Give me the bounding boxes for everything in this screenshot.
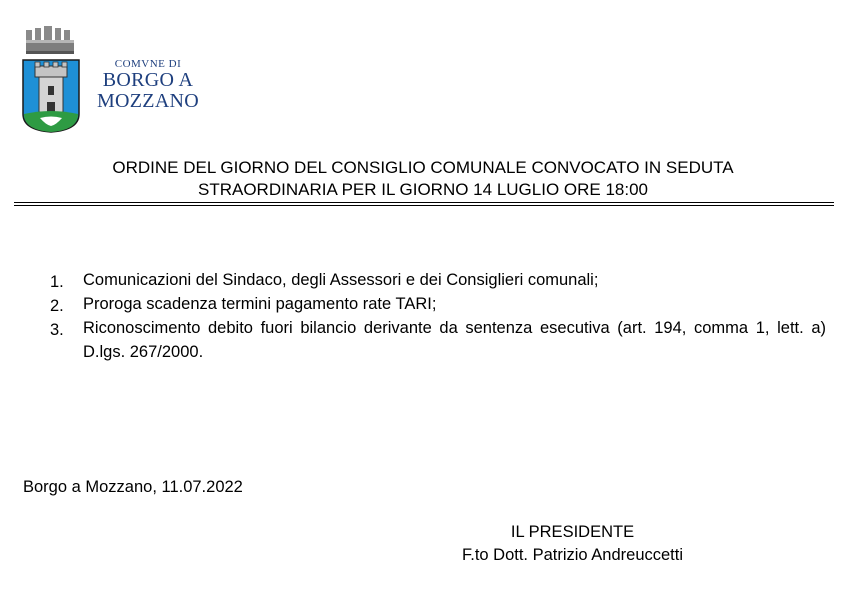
title-divider-top [14, 202, 834, 203]
agenda-item [50, 268, 826, 292]
title-line-1: ORDINE DEL GIORNO DEL CONSIGLIO COMUNALE CONVOCATO IN SEDUTA [112, 158, 734, 177]
title-divider-bottom [14, 205, 834, 206]
agenda-item-number: 3. [50, 321, 64, 339]
signature-name: F.to Dott. Patrizio Andreuccetti [461, 546, 684, 564]
document-title [20, 157, 826, 201]
logo-line-mozzano: MOZZANO [96, 90, 200, 112]
agenda-list [50, 268, 826, 364]
place-and-date: Borgo a Mozzano, 11.07.2022 [23, 478, 243, 496]
signature-block [400, 521, 745, 567]
agenda-item-number: 2. [50, 297, 64, 315]
title-line-2: STRAORDINARIA PER IL GIORNO 14 LUGLIO ORE 18:00 [197, 180, 648, 199]
coat-of-arms-icon [20, 26, 82, 134]
agenda-item [50, 292, 826, 316]
agenda-item-number: 1. [50, 273, 64, 291]
municipality-logo [20, 26, 220, 136]
agenda-item [50, 316, 826, 364]
agenda-item-text: Proroga scadenza termini pagamento rate TARI; [83, 295, 437, 313]
logo-line-comune: COMVNE DI [114, 58, 182, 70]
logo-wordmark [86, 58, 210, 112]
agenda-item-text: Comunicazioni del Sindaco, degli Assessori e dei Consiglieri comunali; [83, 271, 599, 289]
signature-role: IL PRESIDENTE [510, 523, 635, 541]
logo-line-borgo: BORGO A [102, 69, 194, 91]
agenda-item-text: Riconoscimento debito fuori bilancio derivante da sentenza esecutiva (art. 194, comma 1, lett. a) D.lgs. 267/2000. [83, 319, 826, 361]
